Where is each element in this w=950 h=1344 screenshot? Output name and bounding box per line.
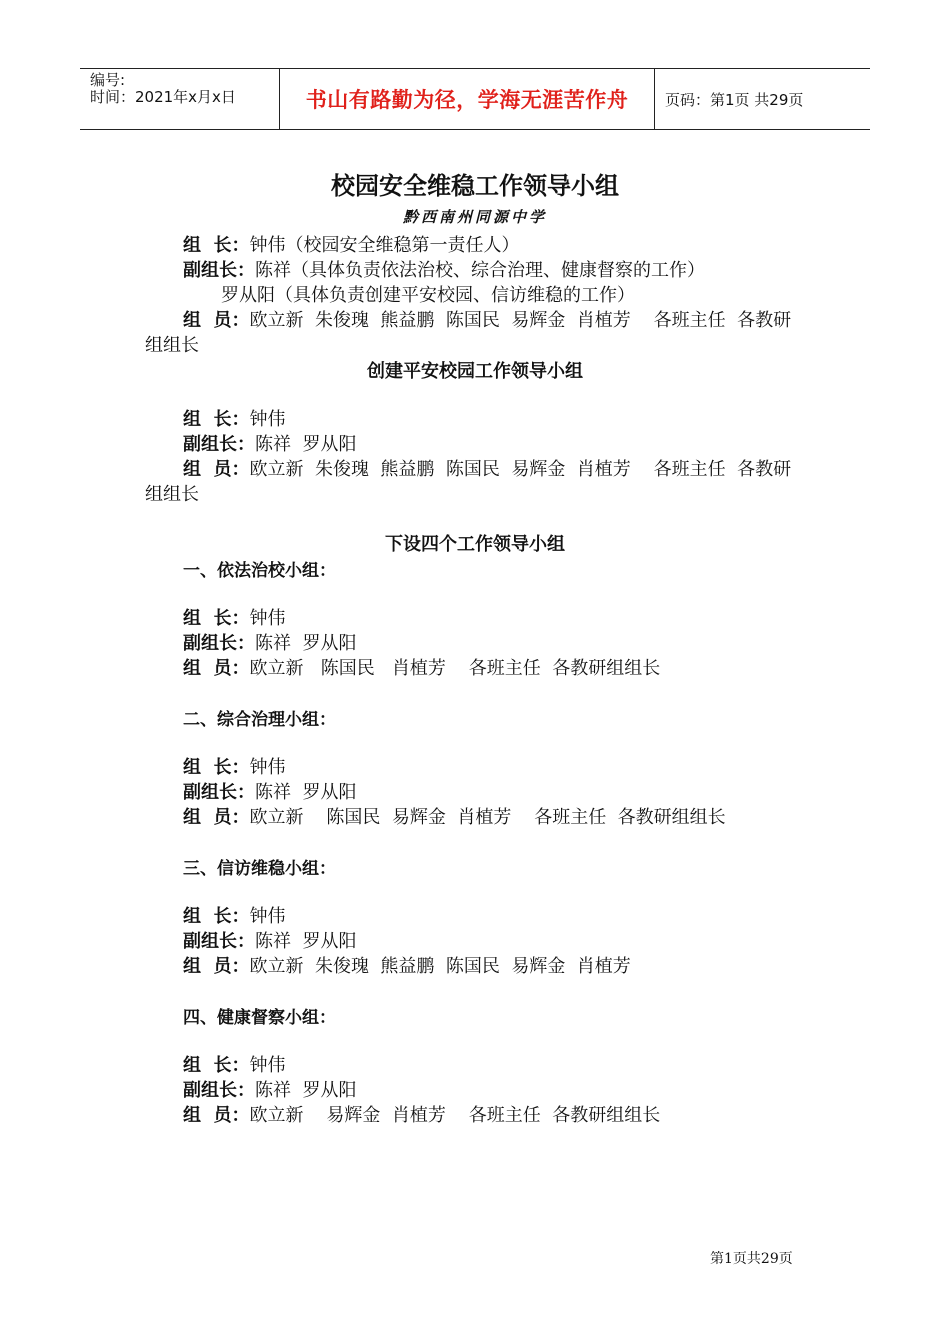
members-key: 组 员： <box>183 956 250 977</box>
members-key: 组 员： <box>183 1105 250 1126</box>
section-leader-line <box>183 753 286 779</box>
section-deputy-line <box>183 927 356 953</box>
section-members-line <box>183 803 726 829</box>
section-members-line <box>183 1101 660 1127</box>
section-members-line <box>183 654 660 680</box>
group1-members-line <box>183 306 791 332</box>
deputy-value: 陈祥（具体负责依法治校、综合治理、健康督察的工作） <box>255 260 705 281</box>
school-name: 黔西南州同源中学 <box>402 208 547 226</box>
section-deputy-line <box>183 629 356 655</box>
leader-key: 组 长： <box>183 1055 250 1076</box>
members-value: 欧立新 朱俊瑰 熊益鹏 陈国民 易辉金 肖植芳 各班主任 各教研 <box>249 459 792 480</box>
group2-members-line <box>183 455 791 481</box>
members-value: 欧立新 朱俊瑰 熊益鹏 陈国民 易辉金 肖植芳 各班主任 各教研 <box>249 310 792 331</box>
members-key: 组 员： <box>183 310 250 331</box>
members-value: 欧立新 陈国民 易辉金 肖植芳 各班主任 各教研组组长 <box>249 807 726 828</box>
section-title: 三、信访维稳小组： <box>183 859 336 879</box>
deputy-value: 陈祥 罗从阳 <box>255 931 357 952</box>
leader-value: 钟伟 <box>249 906 286 927</box>
leader-value: 钟伟 <box>249 1055 286 1076</box>
group1-leader-line <box>183 231 520 257</box>
group2-title: 创建平安校园工作领导小组 <box>367 361 583 382</box>
leader-key: 组 长： <box>183 608 250 629</box>
section-title: 一、依法治校小组： <box>183 561 336 581</box>
deputy-key: 副组长： <box>183 633 255 654</box>
deputy-key: 副组长： <box>183 434 255 455</box>
group1-deputy-line <box>183 256 705 282</box>
deputy-value: 陈祥 罗从阳 <box>255 1080 357 1101</box>
header-page-info: 页码：第1页 共29页 <box>665 90 804 109</box>
members-value: 欧立新 陈国民 肖植芳 各班主任 各教研组组长 <box>249 658 661 679</box>
members-value: 欧立新 易辉金 肖植芳 各班主任 各教研组组长 <box>249 1105 661 1126</box>
deputy-value: 陈祥 罗从阳 <box>255 633 357 654</box>
leader-value: 钟伟 <box>249 608 286 629</box>
group2-leader-line <box>183 405 286 431</box>
members-key: 组 员： <box>183 807 250 828</box>
deputy-key: 副组长： <box>183 931 255 952</box>
section-leader-line <box>183 902 286 928</box>
members-value: 欧立新 朱俊瑰 熊益鹏 陈国民 易辉金 肖植芳 <box>249 956 631 977</box>
page-footer: 第1页共29页 <box>710 1251 793 1267</box>
group2-members-wrap: 组组长 <box>145 484 199 505</box>
members-key: 组 员： <box>183 459 250 480</box>
section-title: 二、综合治理小组： <box>183 710 336 730</box>
leader-value: 钟伟 <box>249 409 286 430</box>
section-leader-line <box>183 604 286 630</box>
group2-deputy-line <box>183 430 356 456</box>
header-meta <box>80 69 280 129</box>
header-motto: 书山有路勤为径，学海无涯苦作舟 <box>280 69 655 129</box>
deputy-key: 副组长： <box>183 782 255 803</box>
time-label: 时间：2021年x月x日 <box>90 88 236 106</box>
leader-key: 组 长： <box>183 235 250 256</box>
leader-key: 组 长： <box>183 906 250 927</box>
deputy-key: 副组长： <box>183 1080 255 1101</box>
leader-key: 组 长： <box>183 409 250 430</box>
section-members-line <box>183 952 631 978</box>
document-title: 校园安全维稳工作领导小组 <box>331 172 619 200</box>
subgroups-title: 下设四个工作领导小组 <box>385 534 565 555</box>
group1-deputy2-line: 罗从阳（具体负责创建平安校园、信访维稳的工作） <box>221 285 635 306</box>
section-deputy-line <box>183 778 356 804</box>
section-title: 四、健康督察小组： <box>183 1008 336 1028</box>
leader-value: 钟伟（校园安全维稳第一责任人） <box>249 235 520 256</box>
group1-members-wrap: 组组长 <box>145 335 199 356</box>
leader-value: 钟伟 <box>249 757 286 778</box>
deputy-key: 副组长： <box>183 260 255 281</box>
leader-key: 组 长： <box>183 757 250 778</box>
members-key: 组 员： <box>183 658 250 679</box>
deputy-value: 陈祥 罗从阳 <box>255 782 357 803</box>
number-label: 编号: <box>90 71 126 89</box>
section-leader-line <box>183 1051 286 1077</box>
page-header <box>80 68 870 130</box>
section-deputy-line <box>183 1076 356 1102</box>
deputy-value: 陈祥 罗从阳 <box>255 434 357 455</box>
